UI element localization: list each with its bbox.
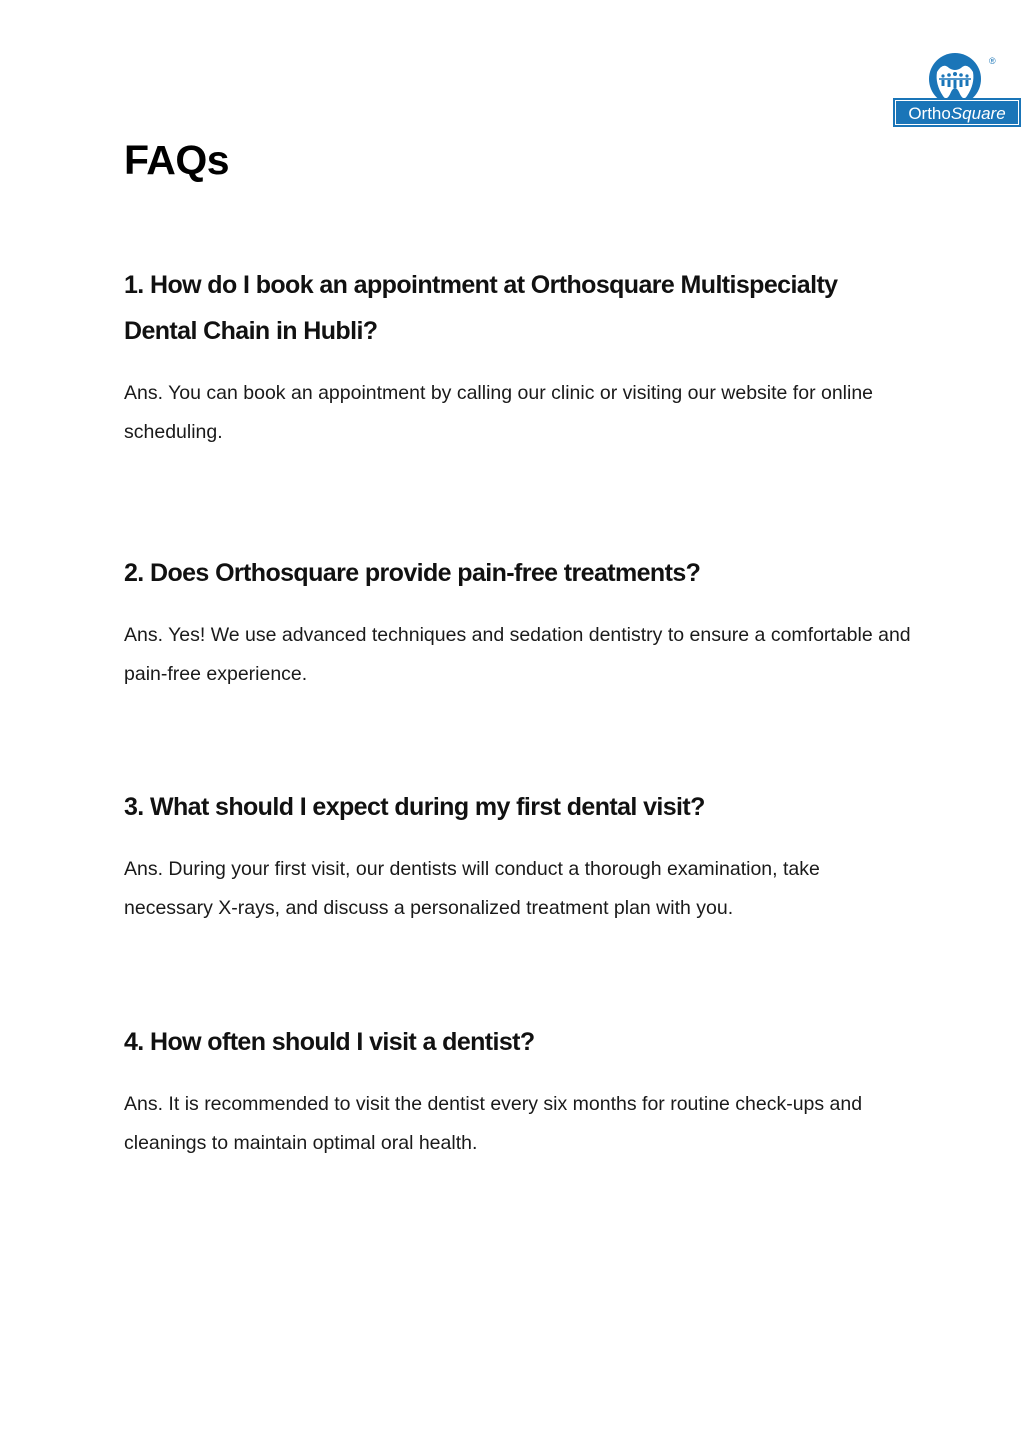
faq-question: 1. How do I book an appointment at Orthosquare Multispecialty Dental Chain in Hubli? xyxy=(124,271,838,345)
faq-item xyxy=(124,262,914,452)
faq-answer: Ans. You can book an appointment by calling our clinic or visiting our website for online scheduling. xyxy=(124,382,874,443)
faq-item xyxy=(124,550,914,694)
logo-text-right: Square xyxy=(950,104,1006,123)
svg-text:OrthoSquare xyxy=(908,104,1005,123)
registered-mark: ® xyxy=(989,56,996,66)
faq-answer: Ans. Yes! We use advanced techniques and sedation dentistry to ensure a comfortable and pain-free experience. xyxy=(124,624,911,685)
faq-question: 2. Does Orthosquare provide pain-free treatments? xyxy=(124,559,701,587)
orthosquare-logo xyxy=(893,52,1024,128)
faq-answer: Ans. It is recommended to visit the dentist every six months for routine check-ups and cleanings to maintain optimal oral health. xyxy=(124,1093,863,1154)
faq-question: 4. How often should I visit a dentist? xyxy=(124,1028,535,1056)
tooth-logo-icon xyxy=(893,52,1024,128)
page-title: FAQs xyxy=(124,137,230,183)
logo-text-left: Ortho xyxy=(908,104,951,123)
faq-item xyxy=(124,1019,914,1163)
faq-question: 3. What should I expect during my first dental visit? xyxy=(124,793,705,821)
faq-answer: Ans. During your first visit, our dentists will conduct a thorough examination, take necessary X-rays, and discuss a personalized treatment plan with you. xyxy=(124,858,820,919)
faq-item xyxy=(124,784,914,928)
